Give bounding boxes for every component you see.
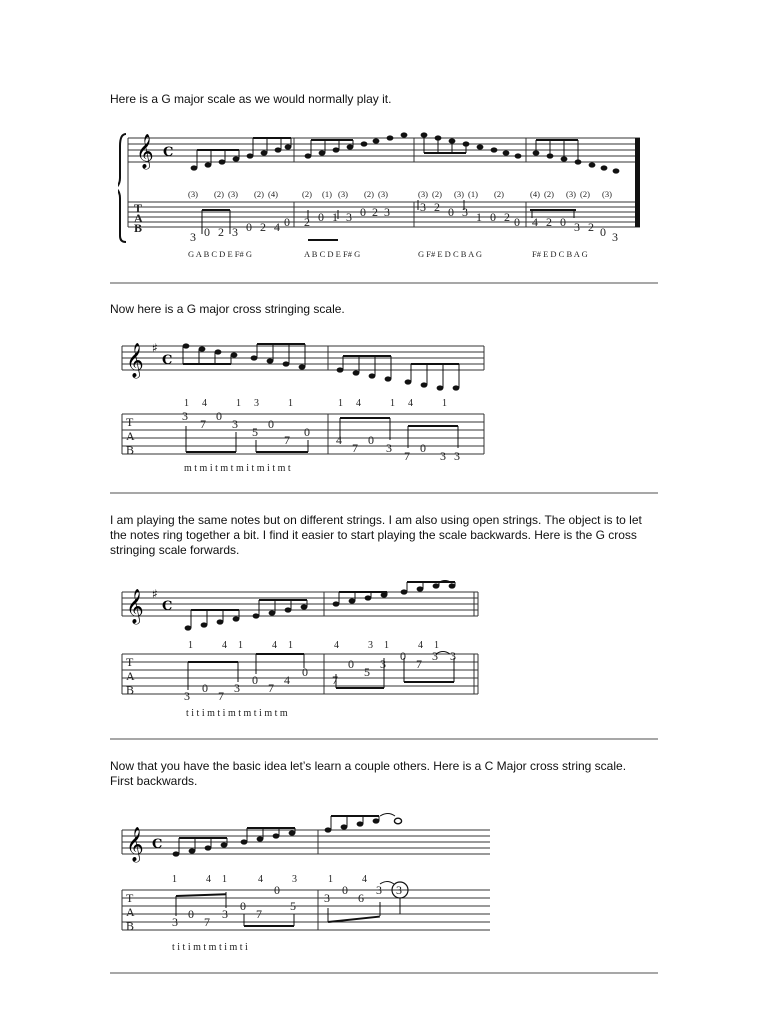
fingering: 1 (288, 640, 293, 651)
divider (110, 282, 658, 284)
fingering: 4 (206, 874, 211, 885)
tab-fret: 2 (304, 215, 310, 229)
picking-pattern: t i t i m t m t i m t i (172, 942, 248, 953)
svg-text:𝄞: 𝄞 (126, 343, 144, 378)
section-1-text: Here is a G major scale as we would normally play it. (110, 92, 392, 106)
tab-fret: 3 (440, 449, 446, 463)
svg-text:♯: ♯ (152, 587, 158, 601)
fingering: 4 (222, 640, 227, 651)
fingering: 4 (272, 640, 277, 651)
svg-text:♯: ♯ (152, 341, 158, 355)
tab-fret: 5 (364, 665, 370, 679)
c-cross-string-backwards-notation (118, 812, 498, 956)
string-mark: (3) (378, 189, 388, 199)
tab-fret: 0 (560, 215, 566, 229)
tab-fret: 7 (268, 681, 274, 695)
tab-fret: 3 (184, 689, 190, 703)
picking-pattern: t i t i m t i m t m t i m t m (186, 708, 288, 719)
string-mark: (2) (494, 189, 504, 199)
tab-fret: 7 (200, 417, 206, 431)
tab-fret: 7 (404, 449, 410, 463)
string-mark: (3) (602, 189, 612, 199)
tab-fret: 3 (574, 220, 580, 234)
svg-text:C: C (162, 353, 173, 368)
tab-fret: 3 (386, 441, 392, 455)
tab-fret: 1 (476, 210, 482, 224)
tab-fret: 3 (172, 915, 178, 929)
string-mark: (2) (544, 189, 554, 199)
svg-text:𝄞: 𝄞 (126, 589, 144, 624)
tab-fret: 5 (290, 899, 296, 913)
string-mark: (3) (228, 189, 238, 199)
fingering: 1 (442, 398, 447, 409)
tab-fret: 7 (218, 689, 224, 703)
tab-label-t: T (126, 415, 134, 429)
fingering: 3 (368, 640, 373, 651)
tab-fret: 2 (218, 225, 224, 239)
fingering: 4 (408, 398, 413, 409)
fingering: 1 (338, 398, 343, 409)
tab-label-a: A (126, 905, 135, 919)
string-mark: (2) (432, 189, 442, 199)
tab-fret: 4 (284, 673, 290, 687)
string-mark: (1) (468, 189, 478, 199)
tab-label-b: B (126, 683, 135, 697)
tab-fret: 3 (222, 907, 228, 921)
fingering: 3 (254, 398, 259, 409)
tab-fret: 3 (324, 891, 330, 905)
tab-fret: 3 (420, 200, 426, 214)
tab-fret: 0 (600, 225, 606, 239)
tab-fret: 7 (284, 433, 290, 447)
tab-fret: 0 (268, 417, 274, 431)
picking-pattern: m t m i t m t m i t m i t m t (184, 463, 291, 474)
tab-fret: 4 (532, 215, 538, 229)
string-mark: (2) (302, 189, 312, 199)
tab-fret: 0 (318, 210, 324, 224)
tab-label-t: T (134, 201, 143, 215)
tab-fret: 2 (434, 200, 440, 214)
svg-text:C: C (163, 145, 174, 160)
string-mark: (1) (322, 189, 332, 199)
tab-fret: 2 (504, 210, 510, 224)
tab-fret: 3 (450, 649, 456, 663)
tab-fret: 0 (274, 883, 280, 897)
svg-text:C: C (162, 599, 173, 614)
tab-fret: 2 (546, 215, 552, 229)
tab-fret: 3 (376, 883, 382, 897)
tab-label-t: T (126, 655, 134, 669)
section-3-text: I am playing the same notes but on different strings. I am also using open strings. The object is to let the notes ring together a bit. I find it easier to start playing the scale backwards. Here is the G cross stringing scale forwards. (110, 513, 642, 557)
divider (110, 738, 658, 740)
fingering: 1 (384, 640, 389, 651)
fingering: 1 (434, 640, 439, 651)
tab-label-a: A (134, 211, 143, 225)
fingering: 1 (288, 398, 293, 409)
svg-text:𝄞: 𝄞 (136, 134, 154, 169)
tab-fret: 0 (514, 215, 520, 229)
svg-text:𝄞: 𝄞 (126, 827, 144, 862)
tab-fret: 2 (588, 220, 594, 234)
g-major-scale-notation (118, 126, 643, 266)
fingering: 4 (202, 398, 207, 409)
tab-label-b: B (126, 443, 135, 457)
divider (110, 492, 658, 494)
tab-fret: 3 (182, 409, 188, 423)
fingering: 4 (334, 640, 339, 651)
tab-fret: 7 (204, 915, 210, 929)
tab-fret: 0 (448, 205, 454, 219)
tab-fret: 3 (380, 657, 386, 671)
string-mark: (2) (580, 189, 590, 199)
tab-fret: 0 (240, 899, 246, 913)
tab-fret: 7 (332, 673, 338, 687)
fingering: 1 (328, 874, 333, 885)
tab-label-b: B (126, 919, 135, 933)
tab-fret: 3 (462, 205, 468, 219)
tab-fret: 0 (204, 225, 210, 239)
tab-label-t: T (126, 891, 134, 905)
fingering: 4 (418, 640, 423, 651)
divider (110, 972, 658, 974)
tab-fret: 0 (216, 409, 222, 423)
tab-fret: 3 (232, 417, 238, 431)
string-mark: (4) (530, 189, 540, 199)
fingering: 1 (236, 398, 241, 409)
tab-fret: 0 (368, 433, 374, 447)
g-cross-string-backwards-notation (118, 336, 488, 474)
fingering: 4 (258, 874, 263, 885)
fingering: 1 (390, 398, 395, 409)
string-mark: (2) (214, 189, 224, 199)
tab-fret: 0 (304, 425, 310, 439)
note-names: G A B C D E F# G (188, 249, 252, 259)
string-mark: (3) (566, 189, 576, 199)
tab-fret: 3 (432, 649, 438, 663)
tab-fret: 3 (234, 681, 240, 695)
string-mark: (3) (418, 189, 428, 199)
tab-fret: 0 (284, 215, 290, 229)
tab-fret: 0 (342, 883, 348, 897)
tab-label-a: A (126, 429, 135, 443)
tab-fret: 5 (252, 425, 258, 439)
string-mark: (3) (188, 189, 198, 199)
fingering: 1 (238, 640, 243, 651)
tab-fret: 7 (256, 907, 262, 921)
g-cross-string-forwards-notation (118, 578, 482, 720)
string-mark: (3) (454, 189, 464, 199)
tab-fret: 0 (246, 220, 252, 234)
string-mark: (3) (338, 189, 348, 199)
fingering: 1 (188, 640, 193, 651)
tab-fret: 6 (358, 891, 364, 905)
note-names: A B C D E F# G (304, 249, 361, 259)
tab-fret: 3 (190, 230, 196, 244)
fingering: 1 (172, 874, 177, 885)
string-mark: (2) (364, 189, 374, 199)
note-names: G F# E D C B A G (418, 249, 482, 259)
tab-fret: 0 (490, 210, 496, 224)
tab-fret: 0 (360, 205, 366, 219)
note-names: F# E D C B A G (532, 249, 588, 259)
tab-label-b: B (134, 221, 143, 235)
tab-fret: 0 (252, 673, 258, 687)
tab-label-a: A (126, 669, 135, 683)
fingering: 4 (356, 398, 361, 409)
tab-fret: 3 (232, 225, 238, 239)
section-2-text: Now here is a G major cross stringing scale. (110, 302, 345, 316)
tab-fret: 0 (420, 441, 426, 455)
fingering: 4 (362, 874, 367, 885)
fingering: 1 (222, 874, 227, 885)
tab-fret: 3 (612, 230, 618, 244)
tab-fret: 2 (260, 220, 266, 234)
tab-fret: 3 (346, 210, 352, 224)
tab-fret: 7 (352, 441, 358, 455)
fingering: 1 (184, 398, 189, 409)
section-4-text: Now that you have the basic idea let’s learn a couple others. Here is a C Major cross string scale. First backwards. (110, 759, 627, 788)
tab-fret: 0 (188, 907, 194, 921)
tab-fret: 0 (202, 681, 208, 695)
string-mark: (4) (268, 189, 278, 199)
tab-fret: 2 (372, 205, 378, 219)
tab-fret: 1 (332, 210, 338, 224)
string-mark: (2) (254, 189, 264, 199)
tab-fret: 7 (416, 657, 422, 671)
tab-fret: 3 (396, 883, 402, 897)
tab-fret: 0 (302, 665, 308, 679)
tab-fret: 3 (454, 449, 460, 463)
svg-text:C: C (152, 837, 163, 852)
tab-fret: 0 (348, 657, 354, 671)
tab-fret: 3 (384, 205, 390, 219)
fingering: 3 (292, 874, 297, 885)
tab-fret: 4 (274, 220, 280, 234)
tab-fret: 0 (400, 649, 406, 663)
tab-fret: 4 (336, 433, 342, 447)
